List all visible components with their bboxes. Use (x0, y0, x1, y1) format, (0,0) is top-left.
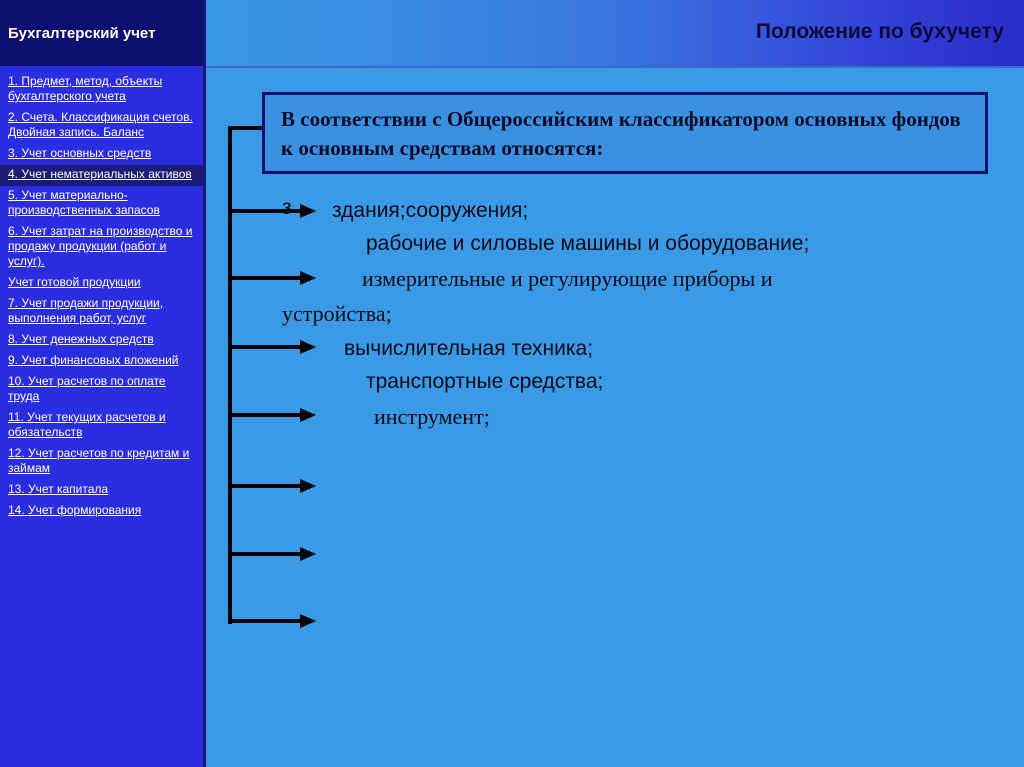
arrow-icon (230, 408, 316, 422)
item-instruments: измерительные и регулирующие приборы и (362, 266, 773, 291)
sidebar-title: Бухгалтерский учет (0, 0, 203, 66)
sidebar-item-13[interactable]: 13. Учет капитала (8, 482, 109, 496)
sidebar-item-12[interactable]: 12. Учет расчетов по кредитам и займам (8, 446, 190, 475)
item-transport: транспортные средства; (366, 370, 604, 393)
sidebar-item-5[interactable]: 5. Учет материально-производственных запасов (8, 188, 160, 217)
item-computers: вычислительная техника; (344, 337, 594, 360)
sidebar-item-7[interactable]: 7. Учет продажи продукции, выполнения работ, услуг (8, 296, 164, 325)
page-title: Положение по бухучету (755, 20, 1004, 43)
item-machines: рабочие и силовые машины и оборудование; (366, 232, 810, 255)
sidebar-item-11[interactable]: 11. Учет текущих расчетов и обязательств (8, 410, 166, 439)
arrow-icon (230, 340, 316, 354)
arrow-icon (230, 614, 316, 628)
arrow-icon (230, 547, 316, 561)
item-tools: инструмент; (374, 404, 490, 429)
arrow-icon (230, 204, 316, 218)
stray-letter: з (282, 196, 292, 219)
item-buildings: здания;сооружения; (332, 199, 529, 222)
sidebar-item-8[interactable]: 8. Учет денежных средств (8, 332, 154, 346)
sidebar-item-9[interactable]: 9. Учет финансовых вложений (8, 353, 179, 367)
sidebar-item-2[interactable]: 2. Счета. Классификация счетов. Двойная запись. Баланс (8, 110, 193, 139)
arrow-icon (230, 271, 316, 285)
sidebar-item-14[interactable]: 14. Учет формирования (8, 503, 142, 517)
arrow-icon (230, 479, 316, 493)
sidebar-item-1[interactable]: 1. Предмет, метод, объекты бухгалтерского учета (8, 74, 163, 103)
sidebar-item-6[interactable]: 6. Учет затрат на производство и продажу продукции (работ и услуг). (8, 224, 193, 268)
sidebar-item-4[interactable]: 4. Учет нематериальных активов (0, 165, 203, 186)
sidebar-item-3[interactable]: 3. Учет основных средств (8, 146, 152, 160)
sidebar-item-10[interactable]: 10. Учет расчетов по оплате труда (8, 374, 166, 403)
item-devices: устройства; (282, 301, 392, 326)
content-heading: В соответствии с Общероссийским классификатором основных фондов к основным средствам относятся: (262, 92, 988, 174)
sidebar-item-finished-goods[interactable]: Учет готовой продукции (8, 275, 141, 289)
